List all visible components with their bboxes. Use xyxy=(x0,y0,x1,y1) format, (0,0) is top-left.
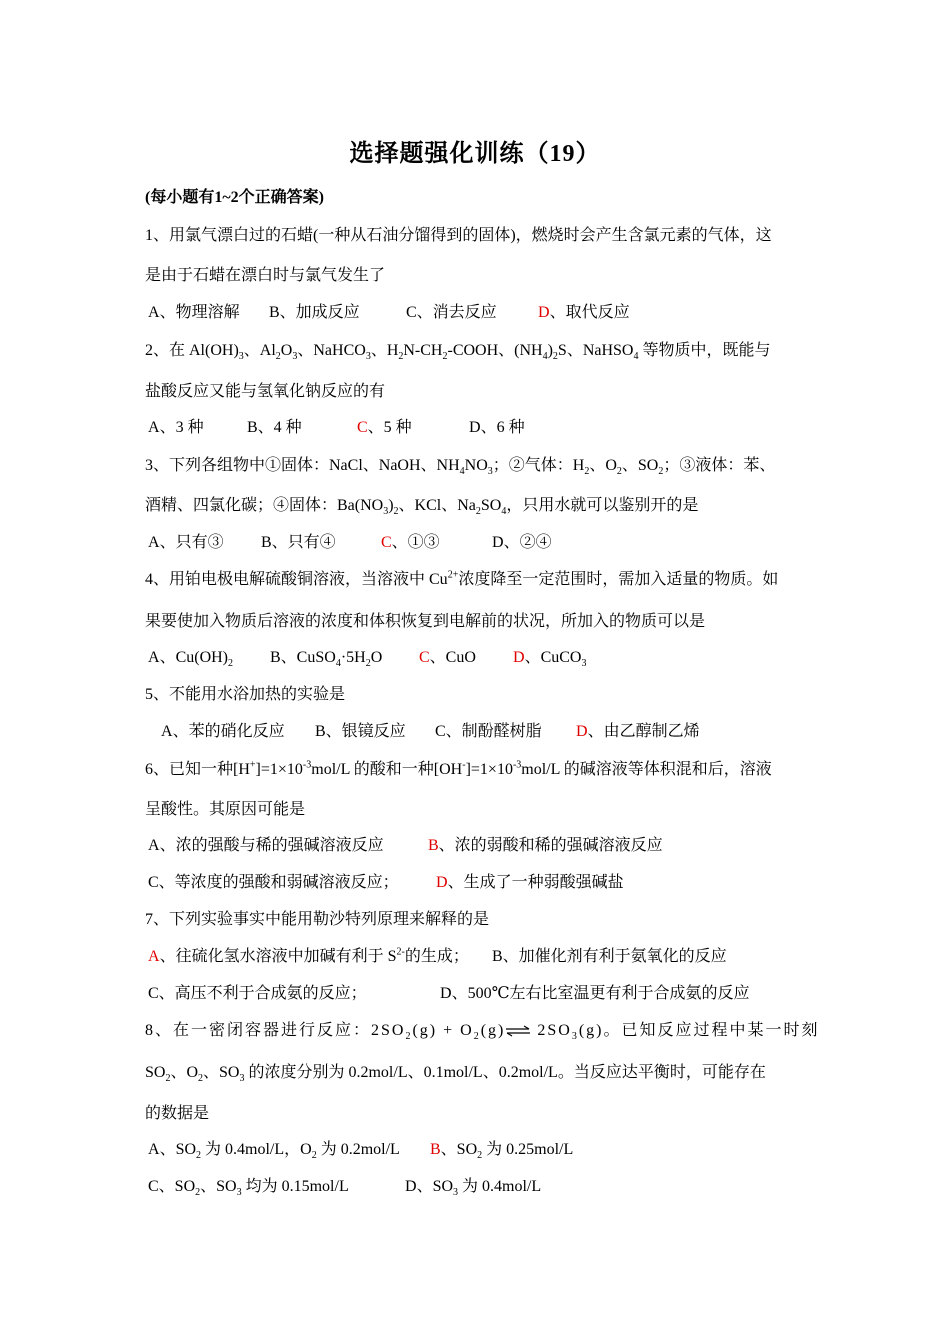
question-5-option-a: A、苯的硝化反应 xyxy=(161,723,285,740)
question-2-line-1: 2、在 $Al(OH)_3$、$Al_2O_3$、NaHCO$_3$、$H_2N-CH_2$-COOH、$(NH_4)_2S$、NaHSO$_4$ 等物质中，既能与 xyxy=(145,342,771,363)
question-1-option-b: B、加成反应 xyxy=(269,304,360,321)
question-7-option-b: B、加催化剂有利于氨氧化的反应 xyxy=(492,948,727,965)
question-4-line-2: 果要使加入物质后溶液的浓度和体积恢复到电解前的状况，所加入的物质可以是 xyxy=(145,613,706,630)
question-1-line-1: 1、用氯气漂白过的石蜡(一种从石油分馏得到的固体)，燃烧时会产生含氯元素的气体，这 xyxy=(145,227,772,244)
question-1-option-c: C、消去反应 xyxy=(406,304,497,321)
question-2-option-b: B、4 种 xyxy=(247,419,302,436)
page-title: 选择题强化训练（19） xyxy=(349,141,601,167)
question-6-line-2: 呈酸性。其原因可能是 xyxy=(145,801,306,818)
question-8-option-d: D、$SO_3$ 为 0.4mol/L xyxy=(405,1178,542,1199)
question-8-line-1: 8、在一密闭容器进行反应：$2SO_2(g) + O_2(g)$ $2SO_3(g)$。已知反应过程中某一时刻 xyxy=(145,1022,820,1043)
question-3-option-a: A、只有③ xyxy=(148,534,224,551)
equilibrium-arrow-icon xyxy=(505,1025,531,1037)
question-4-option-d: D、CuCO$_3$ xyxy=(513,649,587,670)
question-1-option-a: A、物理溶解 xyxy=(148,304,240,321)
question-6-line-1: 6、已知一种$[H^+]=1\times 10^{-3}mol/L$ 的酸和一种$[OH^-]=1\times 10^{-3}mol/L$ 的碱溶液等体积混和后，溶液 xyxy=(145,759,772,778)
question-4-line-1: 4、用铂电极电解硫酸铜溶液，当溶液中 $Cu^{2+}$浓度降至一定范围时，需加入适量的物质。如 xyxy=(145,569,779,588)
question-3-line-1: 3、下列各组物中①固体：NaCl、NaOH、$NH_4NO_3$；②气体：$H_2$、$O_2$、$SO_2$；③液体：苯、 xyxy=(145,457,776,478)
question-6-option-a: A、浓的强酸与稀的强碱溶液反应 xyxy=(148,837,384,854)
question-3-line-2: 酒精、四氯化碳；④固体：$Ba(NO_3)_2$、KCl、$Na_2SO_4$，只用水就可以鉴别开的是 xyxy=(145,497,699,518)
question-2-option-d: D、6 种 xyxy=(469,419,525,436)
question-1-line-2: 是由于石蜡在漂白时与氯气发生了 xyxy=(145,267,386,284)
question-8-option-a: A、$SO_2$ 为 0.4mol/L，$O_2$ 为 0.2mol/L xyxy=(148,1141,400,1162)
question-2-line-2: 盐酸反应又能与氢氧化钠反应的有 xyxy=(145,383,386,400)
question-6-option-c: C、等浓度的强酸和弱碱溶液反应； xyxy=(148,874,399,891)
question-8-line-3: 的数据是 xyxy=(145,1105,210,1122)
question-8-option-b: B、$SO_2$ 为 0.25mol/L xyxy=(430,1141,574,1162)
question-8-line-2: $SO_2$、$O_2$、$SO_3$ 的浓度分别为 0.2mol/L、0.1mol/L、0.2mol/L。当反应达平衡时，可能存在 xyxy=(145,1064,766,1085)
question-8-option-c: C、$SO_2$、$SO_3$ 均为 0.15mol/L xyxy=(148,1178,349,1199)
question-7-line-1: 7、下列实验事实中能用勒沙特列原理来解释的是 xyxy=(145,911,490,928)
question-6-option-b: B、浓的弱酸和稀的强碱溶液反应 xyxy=(428,837,663,854)
question-2-option-c: C、5 种 xyxy=(357,419,412,436)
question-5-option-c: C、制酚醛树脂 xyxy=(435,723,542,740)
question-4-option-c: C、CuO xyxy=(419,649,476,666)
question-3-option-c: C、①③ xyxy=(381,534,440,551)
question-4-option-b: B、$CuSO_4\cdot 5H_2O$ xyxy=(270,649,383,670)
question-1-option-d: D、取代反应 xyxy=(538,304,630,321)
question-5-option-d: D、由乙醇制乙烯 xyxy=(576,723,700,740)
question-3-option-b: B、只有④ xyxy=(261,534,336,551)
question-7-option-d: D、500℃左右比室温更有利于合成氨的反应 xyxy=(440,985,750,1002)
question-5-option-b: B、银镜反应 xyxy=(315,723,406,740)
question-6-option-d: D、生成了一种弱酸强碱盐 xyxy=(436,874,624,891)
question-5-line-1: 5、不能用水浴加热的实验是 xyxy=(145,686,346,703)
question-3-option-d: D、②④ xyxy=(492,534,552,551)
instruction-note: (每小题有1~2个正确答案) xyxy=(145,189,324,206)
question-2-option-a: A、3 种 xyxy=(148,419,204,436)
question-7-option-c: C、高压不利于合成氨的反应； xyxy=(148,985,367,1002)
question-7-option-a: A、往硫化氢水溶液中加碱有利于 $S^{2-}$的生成； xyxy=(148,946,469,965)
question-4-option-a: A、$Cu(OH)_2$ xyxy=(148,649,234,670)
